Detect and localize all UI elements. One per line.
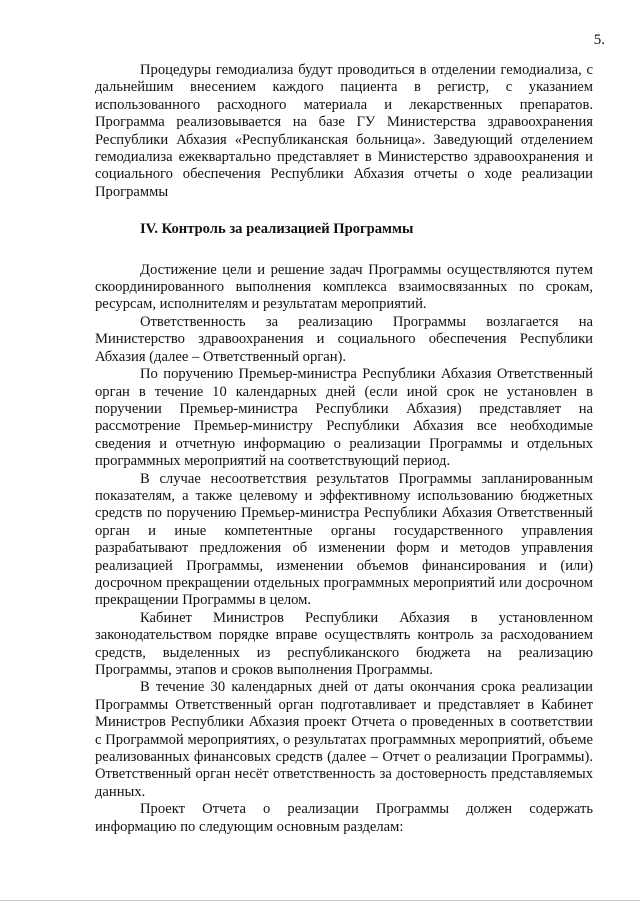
paragraph-noncompliance: В случае несоответствия результатов Программы запланированным показателям, а также целевому и эффективному использованию бюджетных средств по поручению Премьер-министра Республики Абхазия Ответственный орган и иные компетентные органы государственного управления разрабатывают предложения об изменении форм и методов управления реализацией Программы, изменении объемов финансирования и (или) досрочном прекращении отдельных программных мероприятий или досрочном прекращении Программы в целом. (95, 470, 593, 609)
paragraph-prime-minister-order: По поручению Премьер-министра Республики Абхазия Ответственный орган в течение 10 календарных дней (если иной срок не установлен в поручении Премьер-министра Республики Абхазия) представляет на рассмотрение Премьер-министру Республики Абхазия все необходимые сведения и отчетную информацию о реализации Программы и отдельных программных мероприятий на соответствующий период. (95, 366, 593, 470)
section-heading: IV. Контроль за реализацией Программы (140, 221, 414, 238)
page-number: 5. (593, 32, 605, 48)
paragraph-goals: Достижение цели и решение задач Программы осуществляются путем скоординированного выполнения комплекса взаимосвязанных по срокам, ресурсам, исполнителям и результатам мероприятий. (95, 261, 593, 313)
intro-paragraph: Процедуры гемодиализа будут проводиться в отделении гемодиализа, с дальнейшим внесением каждого пациента в регистр, с указанием использованного расходного материала и лекарственных препаратов. Программа реализовывается на базе ГУ Министерства здравоохранения Республики Абхазия «Республиканская больница». Заведующий отделением гемодиализа ежеквартально представляет в Министерство здравоохранения и социального обеспечения Республики Абхазия отчеты о ходе реализации Программы (95, 62, 593, 200)
paragraph-report-contents: Проект Отчета о реализации Программы должен содержать информацию по следующим основным разделам: (95, 801, 593, 835)
document-body (95, 62, 593, 836)
page-bottom-edge (0, 900, 640, 901)
paragraph-cabinet-control: Кабинет Министров Республики Абхазия в установленном законодательством порядке вправе осуществлять контроль за расходованием средств, выделенных из республиканского бюджета на реализацию Программы, этапов и сроков выполнения Программы. (95, 609, 593, 678)
paragraph-responsibility: Ответственность за реализацию Программы возлагается на Министерство здравоохранения и социального обеспечения Республики Абхазия (далее – Ответственный орган). (95, 313, 593, 365)
paragraph-report-deadline: В течение 30 календарных дней от даты окончания срока реализации Программы Ответственный орган подготавливает и представляет в Кабинет Министров Республики Абхазия проект Отчета о проведенных в соответствии с Программой мероприятиях, о результатах программных мероприятий, объеме реализованных финансовых средств (далее – Отчет о реализации Программы). Ответственный орган несёт ответственность за достоверность представляемых данных. (95, 679, 593, 800)
